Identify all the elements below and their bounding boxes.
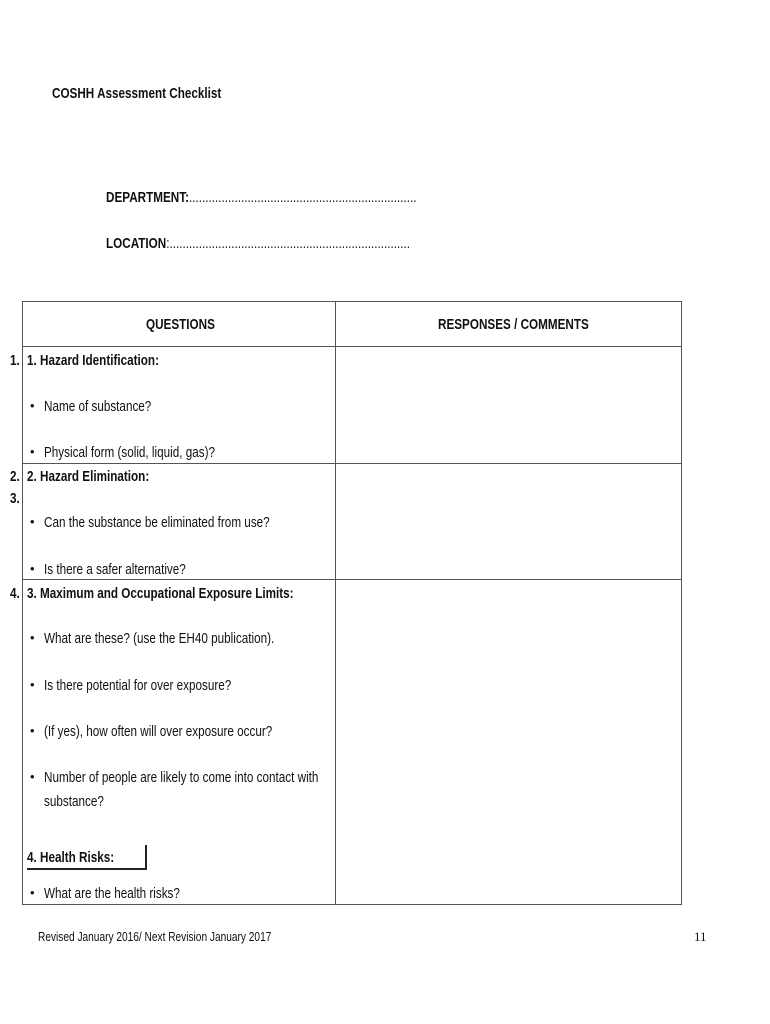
column-divider [335, 301, 336, 905]
location-label: LOCATION [106, 235, 167, 252]
section-heading-health-risks: 4. Health Risks: [27, 849, 115, 866]
side-number: 1. [10, 352, 20, 369]
health-risks-box-edge [145, 845, 147, 870]
page-number: 11 [694, 929, 707, 944]
health-risks-underline [27, 868, 145, 870]
table-border-right [681, 301, 682, 905]
section-heading-hazard-elimination: 2. Hazard Elimination: [27, 468, 150, 485]
header-divider [22, 346, 682, 347]
document-title: COSHH Assessment Checklist [52, 85, 222, 102]
section-heading-exposure-limits: 3. Maximum and Occupational Exposure Limits: [27, 585, 294, 602]
table-border-top [22, 301, 682, 302]
department-dots: ...................................................................... [188, 189, 417, 206]
location-field [106, 235, 496, 252]
section-heading-hazard-identification: 1. Hazard Identification: [27, 352, 159, 369]
row-divider-2 [22, 579, 682, 580]
department-field [106, 189, 504, 206]
responses-header: RESPONSES / COMMENTS [438, 316, 589, 333]
row-divider-1 [22, 463, 682, 464]
location-dots: :.......................................................................... [166, 235, 411, 252]
questions-header: QUESTIONS [146, 316, 215, 333]
side-number: 4. [10, 585, 20, 602]
revision-footer: Revised January 2016/ Next Revision January 2017 [38, 929, 272, 944]
side-number: 3. [10, 490, 20, 507]
department-label: DEPARTMENT: [106, 189, 189, 206]
side-number: 2. [10, 468, 20, 485]
table-border-left [22, 301, 23, 905]
table-border-bottom [22, 904, 682, 905]
